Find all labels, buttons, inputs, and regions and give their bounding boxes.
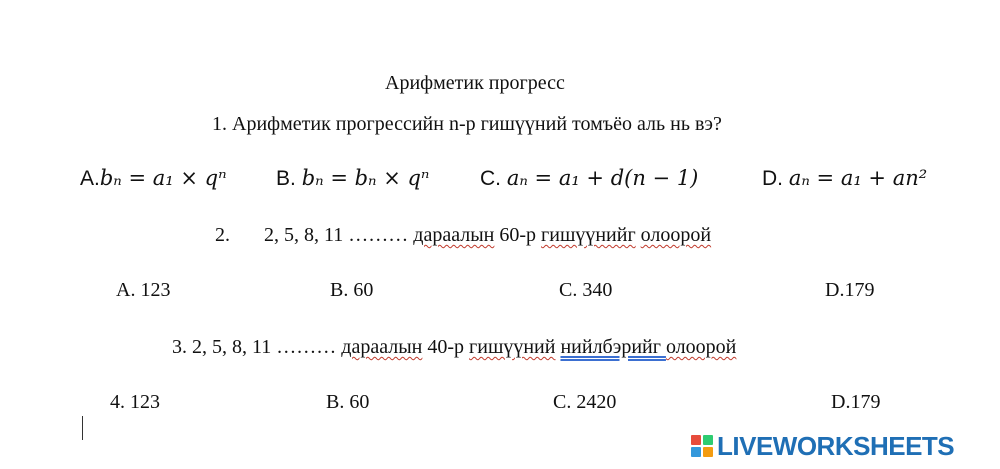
question-1-option-c [480,166,698,191]
question-2-answer-a: A. 123 [116,279,171,301]
option-formula: bₙ = a₁ × qⁿ [99,166,227,190]
page-title: Арифметик прогресс [385,72,565,94]
spell-error-word: дараалын [341,336,423,358]
grammar-error-word: нийлбэрийг [560,336,666,358]
question-3-answer-b: B. 60 [326,391,370,413]
option-letter: C. [480,167,507,190]
option-letter: B. [276,167,302,190]
question-3-answer-c: C. 2420 [553,391,617,413]
question-3-answer-a: 4. 123 [110,391,160,413]
spell-error-word: олоорой [640,224,712,246]
spell-error-word: гишүүнийг [541,224,636,246]
option-formula: aₙ = a₁ + d(n − 1) [506,166,699,190]
question-2-text [215,224,711,247]
question-2-answer-b: B. 60 [330,279,374,301]
question-3-text [172,336,736,359]
text-cursor [82,416,83,440]
question-1-text: 1. Арифметик прогрессийн n-р гишүүний томъёо аль нь вэ? [212,113,722,135]
option-formula: aₙ = a₁ + an² [788,166,928,190]
option-formula: bₙ = bₙ × qⁿ [301,166,430,190]
question-2-mid: 60-р [494,224,542,246]
question-2-answer-d: D.179 [825,279,875,301]
question-2-sequence: 2, 5, 8, 11 ……… [264,224,414,246]
question-1-option-a [80,166,227,191]
question-1-option-b [276,166,429,191]
question-3-sequence: 3. 2, 5, 8, 11 ……… [172,336,342,358]
question-3-mid: 40-р [422,336,470,358]
spell-error-word: гишүүний [469,336,556,358]
spell-error-word: дараалын [413,224,495,246]
logo-text: LIVEWORKSHEETS [717,430,955,461]
question-2-answer-c: C. 340 [559,279,613,301]
liveworksheets-logo-icon [691,435,713,457]
question-1-option-d [762,166,927,191]
option-letter: D. [762,167,789,190]
option-letter: A. [80,167,100,190]
question-2-number: 2. [215,224,230,246]
spell-error-word: олоорой [665,336,737,358]
question-3-answer-d: D.179 [831,391,881,413]
liveworksheets-logo[interactable] [691,432,954,460]
